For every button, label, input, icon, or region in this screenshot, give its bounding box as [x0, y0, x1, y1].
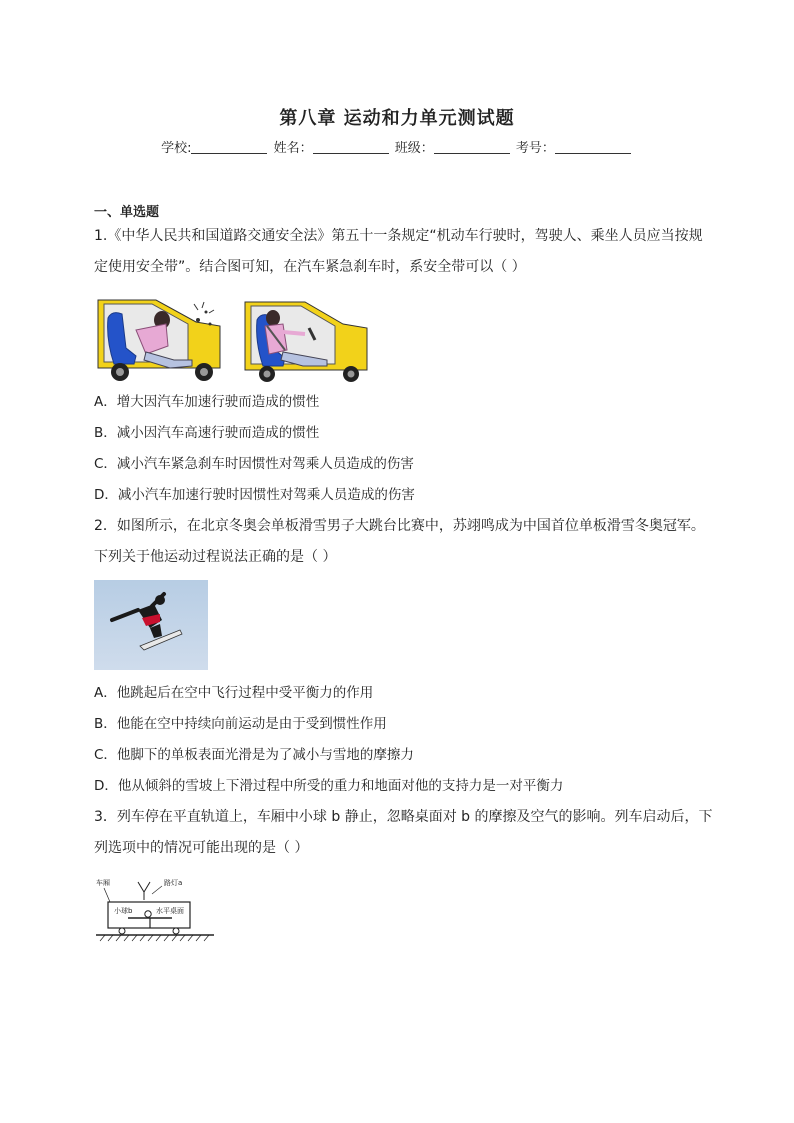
- question-1-line-1: 1.《中华人民共和国道路交通安全法》第五十一条规定“机动车行驶时，驾驶人、乘坐人员应当按规: [94, 228, 703, 244]
- section-heading: 一、单选题: [94, 205, 160, 220]
- question-1-line-2: 定使用安全带”。结合图可知，在汽车紧急刹车时，系安全带可以（ ）: [94, 259, 526, 275]
- class-blank[interactable]: [434, 140, 510, 154]
- question-2-line-1: 2．如图所示，在北京冬奥会单板滑雪男子大跳台比赛中，苏翊鸣成为中国首位单板滑雪冬奥冠军。: [94, 518, 705, 534]
- school-label: 学校:: [161, 141, 192, 156]
- seatbelt-safe-figure: [243, 298, 369, 382]
- question-2-option-d[interactable]: D．他从倾斜的雪坡上下滑过程中所受的重力和地面对他的支持力是一对平衡力: [94, 778, 564, 794]
- question-1-option-d[interactable]: D．减小汽车加速行驶时因惯性对驾乘人员造成的伤害: [94, 487, 415, 503]
- question-1-option-c[interactable]: C．减小汽车紧急刹车时因惯性对驾乘人员造成的伤害: [94, 456, 414, 472]
- name-blank[interactable]: [313, 140, 389, 154]
- exam-number-blank[interactable]: [555, 140, 631, 154]
- school-blank[interactable]: [191, 140, 267, 154]
- seatbelt-crash-figure: [96, 290, 222, 382]
- question-3-line-2: 列选项中的情况可能出现的是（ ）: [94, 840, 309, 856]
- question-1-option-b[interactable]: B．减小因汽车高速行驶而造成的惯性: [94, 425, 320, 441]
- question-3-line-1: 3．列车停在平直轨道上，车厢中小球 b 静止，忽略桌面对 b 的摩擦及空气的影响。列车启动后，下: [94, 809, 713, 825]
- page-title: 第八章 运动和力单元测试题: [279, 108, 515, 129]
- label-desk: 水平桌面: [156, 907, 184, 915]
- class-label: 班级：: [394, 141, 434, 156]
- label-street-lamp: 路灯a: [164, 879, 183, 887]
- question-2-option-c[interactable]: C．他脚下的单板表面光滑是为了减小与雪地的摩擦力: [94, 747, 414, 763]
- exam-number-label: 考号：: [515, 141, 555, 156]
- train-carriage-diagram: [94, 872, 218, 944]
- student-info-line: [0, 137, 794, 156]
- question-2-line-2: 下列关于他运动过程说法正确的是（ ）: [94, 549, 337, 565]
- name-label: 姓名：: [273, 141, 313, 156]
- question-1-option-a[interactable]: A．增大因汽车加速行驶而造成的惯性: [94, 394, 320, 410]
- question-2-option-b[interactable]: B．他能在空中持续向前运动是由于受到惯性作用: [94, 716, 387, 732]
- question-2-option-a[interactable]: A．他跳起后在空中飞行过程中受平衡力的作用: [94, 685, 374, 701]
- label-carriage: 车厢: [96, 879, 110, 887]
- snowboarder-photo: [94, 580, 208, 670]
- label-ball-b: 小球b: [114, 907, 133, 915]
